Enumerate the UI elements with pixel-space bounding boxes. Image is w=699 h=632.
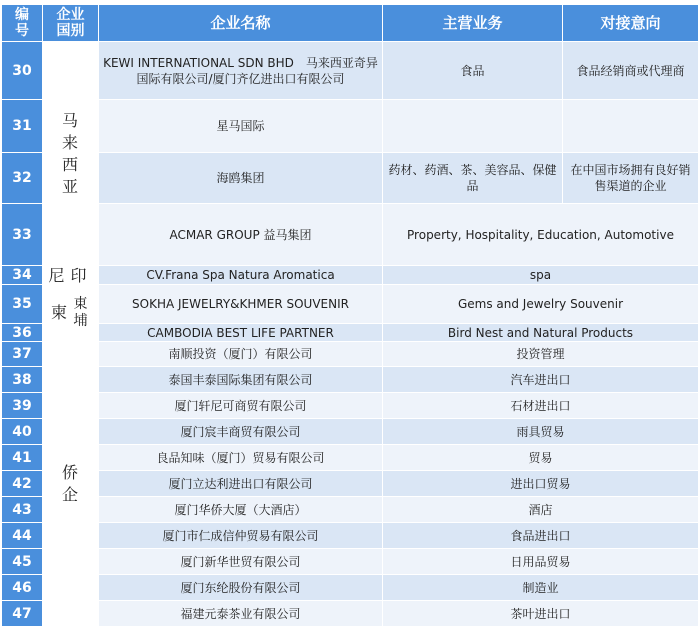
table-row <box>2 367 699 393</box>
table-row <box>2 324 699 342</box>
table-row <box>2 393 699 419</box>
company-name: 厦门立达利进出口有限公司 <box>99 471 383 497</box>
table-row <box>2 575 699 601</box>
main-business: 药材、药酒、茶、美容品、保健品 <box>383 153 563 204</box>
row-number: 47 <box>2 601 43 627</box>
company-name: 厦门新华世贸有限公司 <box>99 549 383 575</box>
company-name: 星马国际 <box>99 100 383 153</box>
company-table <box>1 4 699 627</box>
row-number: 41 <box>2 445 43 471</box>
company-name: CV.Frana Spa Natura Aromatica <box>99 266 383 285</box>
table-row <box>2 204 699 266</box>
row-number: 35 <box>2 285 43 324</box>
main-business: Gems and Jewelry Souvenir <box>383 285 699 324</box>
header-intent: 对接意向 <box>563 5 699 42</box>
company-name: 泰国丰泰国际集团有限公司 <box>99 367 383 393</box>
row-number: 37 <box>2 342 43 367</box>
header-row <box>2 5 699 42</box>
country-cambodia <box>43 285 99 342</box>
header-company: 企业名称 <box>99 5 383 42</box>
country-cambodia-left: 柬 <box>50 303 68 322</box>
cooperation-intent: 食品经销商或代理商 <box>563 42 699 100</box>
main-business: 汽车进出口 <box>383 367 699 393</box>
main-business: Property, Hospitality, Education, Automotive <box>383 204 699 266</box>
company-name: 厦门轩尼可商贸有限公司 <box>99 393 383 419</box>
country-cambodia-right: 東埔 <box>73 296 89 329</box>
company-name: 厦门市仁成信仲贸易有限公司 <box>99 523 383 549</box>
main-business: Bird Nest and Natural Products <box>383 324 699 342</box>
main-business: 投资管理 <box>383 342 699 367</box>
table-row <box>2 100 699 153</box>
row-number: 46 <box>2 575 43 601</box>
company-name: 海鸥集团 <box>99 153 383 204</box>
row-number: 30 <box>2 42 43 100</box>
table-row <box>2 445 699 471</box>
table-row <box>2 42 699 100</box>
main-business: 贸易 <box>383 445 699 471</box>
table-row <box>2 601 699 627</box>
row-number: 36 <box>2 324 43 342</box>
row-number: 40 <box>2 419 43 445</box>
company-name: KEWI INTERNATIONAL SDN BHD 马来西亚奇异国际有限公司/厦门齐亿进出口有限公司 <box>99 42 383 100</box>
row-number: 44 <box>2 523 43 549</box>
row-number: 32 <box>2 153 43 204</box>
main-business <box>383 100 563 153</box>
country-overseas-chinese: 侨企 <box>43 342 99 627</box>
company-name: 福建元泰茶业有限公司 <box>99 601 383 627</box>
table-row <box>2 549 699 575</box>
row-number: 42 <box>2 471 43 497</box>
row-number: 34 <box>2 266 43 285</box>
main-business: 日用品贸易 <box>383 549 699 575</box>
main-business: 进出口贸易 <box>383 471 699 497</box>
row-number: 33 <box>2 204 43 266</box>
cooperation-intent: 在中国市场拥有良好销售渠道的企业 <box>563 153 699 204</box>
main-business: 食品进出口 <box>383 523 699 549</box>
country-malaysia: 马来西亚 <box>43 42 99 266</box>
table-row <box>2 342 699 367</box>
table-row <box>2 285 699 324</box>
company-name: 南顺投资（厦门）有限公司 <box>99 342 383 367</box>
cooperation-intent <box>563 100 699 153</box>
table-row <box>2 266 699 285</box>
header-business: 主营业务 <box>383 5 563 42</box>
company-name: CAMBODIA BEST LIFE PARTNER <box>99 324 383 342</box>
row-number: 43 <box>2 497 43 523</box>
table-row <box>2 497 699 523</box>
company-name: 厦门华侨大厦（大酒店） <box>99 497 383 523</box>
table-row <box>2 523 699 549</box>
company-name: ACMAR GROUP 益马集团 <box>99 204 383 266</box>
table-row <box>2 419 699 445</box>
company-name: 良品知味（厦门）贸易有限公司 <box>99 445 383 471</box>
row-number: 45 <box>2 549 43 575</box>
row-number: 31 <box>2 100 43 153</box>
row-number: 39 <box>2 393 43 419</box>
main-business: 制造业 <box>383 575 699 601</box>
main-business: 石材进出口 <box>383 393 699 419</box>
country-indonesia: 尼印 <box>43 266 99 285</box>
main-business: 雨具贸易 <box>383 419 699 445</box>
header-country: 企业国别 <box>43 5 99 42</box>
company-name: 厦门东纶股份有限公司 <box>99 575 383 601</box>
table-row <box>2 153 699 204</box>
company-name: SOKHA JEWELRY&KHMER SOUVENIR <box>99 285 383 324</box>
company-name: 厦门宸丰商贸有限公司 <box>99 419 383 445</box>
main-business: 酒店 <box>383 497 699 523</box>
table-row <box>2 471 699 497</box>
main-business: 茶叶进出口 <box>383 601 699 627</box>
row-number: 38 <box>2 367 43 393</box>
header-number: 编号 <box>2 5 43 42</box>
main-business: spa <box>383 266 699 285</box>
main-business: 食品 <box>383 42 563 100</box>
